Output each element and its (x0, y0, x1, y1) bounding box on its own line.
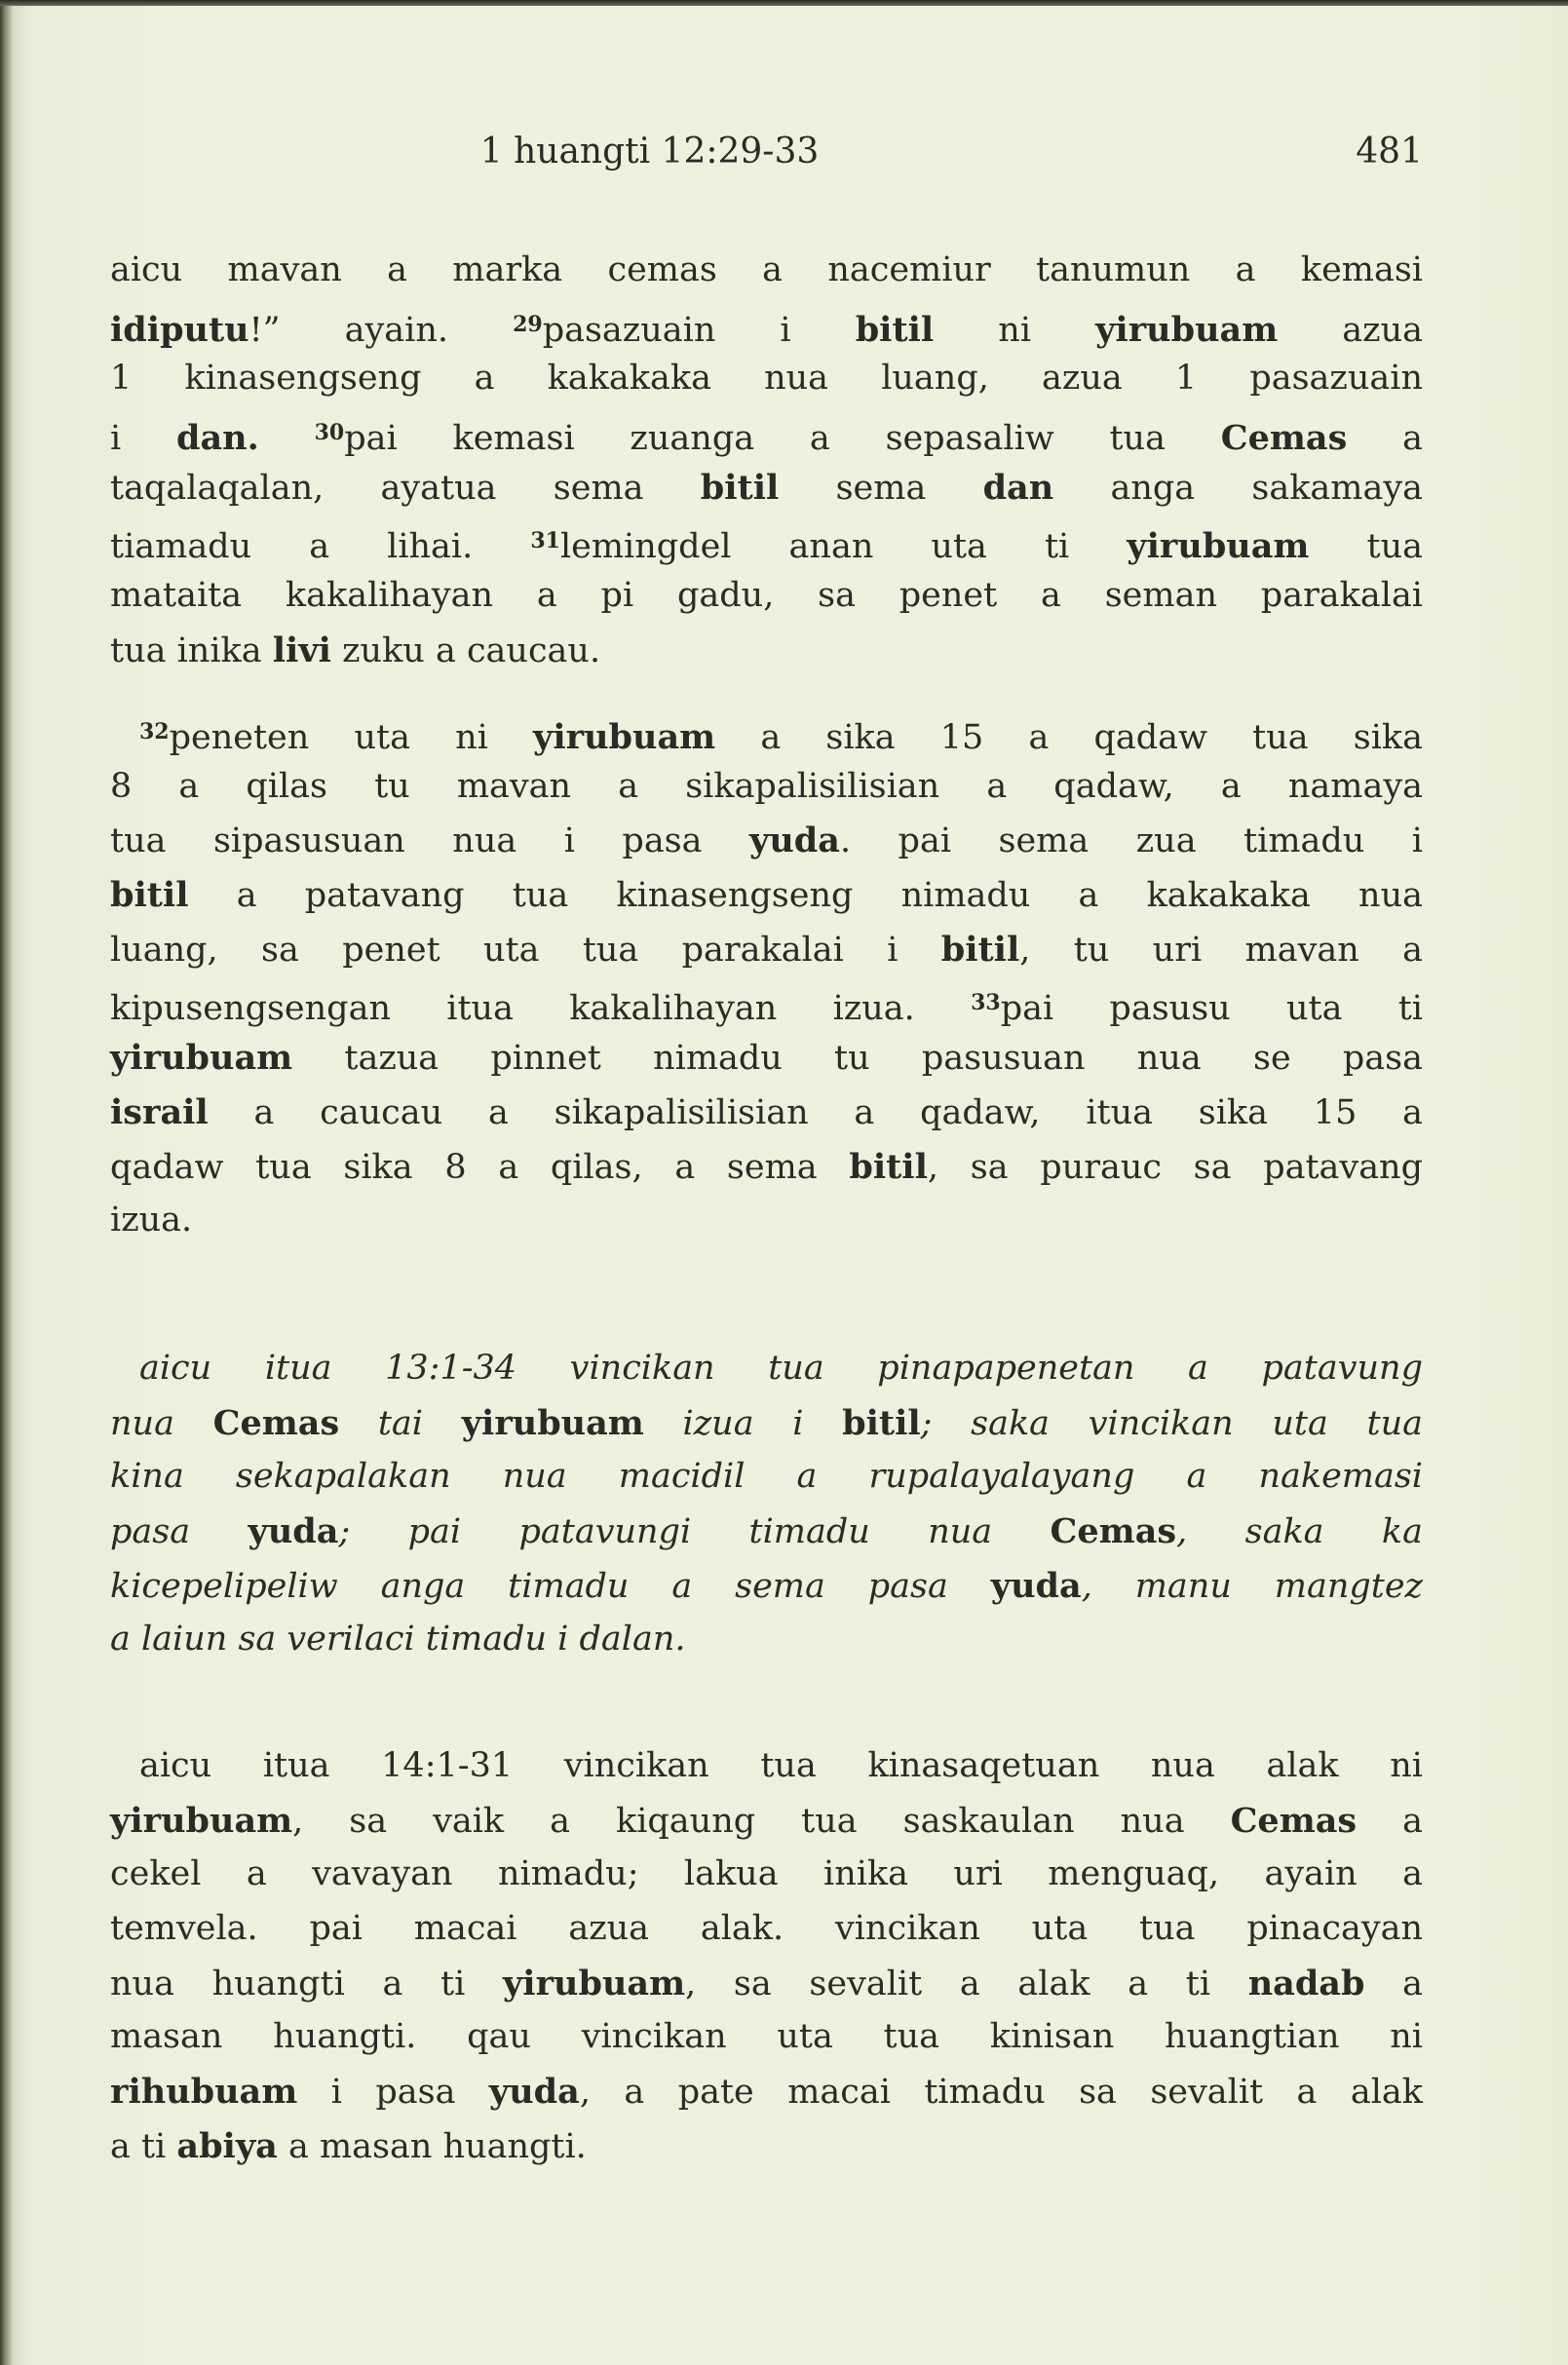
text-run: a (1347, 419, 1423, 459)
text-run: kipusengsengan itua kakalihayan izua. (110, 989, 972, 1029)
bold-name: dan. (176, 418, 259, 459)
text-run: kina sekapalakan nua macidil a rupalayalayang a nakemasi (110, 1457, 1423, 1497)
text-line (110, 1848, 1423, 1902)
text-run: !” ayain. (249, 310, 514, 350)
page-number: 481 (1356, 132, 1423, 172)
bold-name: yirubuam (1127, 526, 1310, 567)
text-line (110, 1794, 1423, 1849)
text-run: aicu itua 13:1-34 vincikan tua pinapapenetan a patavung (139, 1349, 1423, 1388)
text-line (110, 814, 1423, 868)
bold-name: bitil (849, 1146, 928, 1187)
text-line (110, 406, 1423, 461)
verse-number: 32 (139, 719, 170, 744)
bold-name: yirubuam (502, 1963, 686, 2003)
verse-number: 30 (314, 420, 345, 446)
text-run: mataita kakalihayan a pi gadu, sa penet a seman parakalai (110, 576, 1423, 616)
verse-paragraph (110, 706, 1423, 1248)
text-run: a laiun sa verilaci timadu i dalan. (110, 1620, 686, 1659)
text-run: zuku a caucau. (330, 630, 601, 670)
verse-number: 29 (513, 311, 543, 337)
text-line (110, 706, 1423, 760)
text-run: pasazuain i (542, 310, 856, 350)
text-line (110, 923, 1423, 977)
text-run: pai kemasi zuanga a sepasaliw tua (344, 419, 1221, 459)
bold-name: nadab (1247, 1963, 1365, 2003)
text-run: a masan huangti. (277, 2126, 587, 2166)
bold-name: yuda (990, 1565, 1082, 1606)
page-top-edge (0, 0, 1568, 6)
text-run: , tu uri mavan a (1019, 930, 1423, 970)
text-run: tua inika (110, 630, 273, 670)
text-run: pai pasusu uta ti (1000, 989, 1423, 1029)
text-run: , manu mangtez (1081, 1566, 1423, 1606)
bold-name: yuda (488, 2072, 580, 2113)
text-run: ni (934, 310, 1096, 350)
text-line (110, 624, 1423, 678)
text-run: luang, sa penet uta tua parakalai i (110, 930, 941, 970)
text-run: qadaw tua sika 8 a qilas, a sema (110, 1147, 850, 1187)
text-run: a sika 15 a qadaw tua sika (715, 718, 1423, 757)
text-run: tua sipasusuan nua i pasa (110, 821, 749, 861)
bold-name: Cemas (1050, 1511, 1177, 1552)
chapter-summary-italic (110, 1342, 1423, 1667)
text-line (110, 244, 1423, 298)
text-line (110, 1613, 1423, 1667)
text-run: anga sakamaya (1053, 468, 1423, 508)
bold-name: bitil (700, 467, 780, 508)
text-run: azua (1278, 310, 1424, 350)
verse-number: 31 (530, 528, 560, 554)
text-run: peneten uta ni (169, 718, 534, 757)
bold-name: bitil (855, 309, 935, 350)
bold-name: dan (982, 467, 1054, 508)
bold-name: yirubuam (110, 1038, 293, 1079)
text-run: tai (339, 1403, 462, 1443)
bold-name: yirubuam (110, 1800, 293, 1841)
text-run: , saka ka (1176, 1512, 1423, 1552)
bold-name: yuda (248, 1511, 339, 1552)
verse-paragraph (110, 244, 1423, 678)
text-run: tua (1309, 527, 1423, 567)
text-run: i pasa (297, 2073, 489, 2113)
text-run: aicu itua 14:1-31 vincikan tua kinasaqetuan nua alak ni (139, 1746, 1423, 1785)
text-line (110, 760, 1423, 815)
text-run: taqalaqalan, ayatua sema (110, 468, 701, 508)
text-run: aicu mavan a marka cemas a nacemiur tanumun a kemasi (110, 250, 1423, 289)
text-line (110, 976, 1423, 1031)
bold-name: Cemas (1220, 418, 1348, 459)
text-run: a patavang tua kinasengseng nimadu a kakakaka nua (188, 876, 1423, 916)
text-run: tazua pinnet nimadu tu pasusuan nua se pasa (292, 1039, 1423, 1079)
text-line (110, 461, 1423, 515)
text-line (110, 1086, 1423, 1140)
bold-name: yirubuam (1095, 309, 1279, 350)
text-run: izua i (643, 1403, 843, 1443)
text-run: izua. (110, 1201, 193, 1240)
bold-name: yuda (749, 820, 840, 861)
bold-name: bitil (842, 1402, 921, 1443)
bold-name: israil (110, 1091, 209, 1132)
running-header (110, 132, 1423, 185)
text-run: ; saka vincikan uta tua (920, 1403, 1423, 1443)
text-line (110, 1140, 1423, 1195)
text-run: a ti (110, 2126, 177, 2166)
text-run: pasa (110, 1512, 249, 1552)
text-run: a (1364, 1964, 1423, 2003)
text-run: 1 kinasengseng a kakakaka nua luang, azua 1 pasazuain (110, 359, 1423, 399)
text-run (259, 419, 315, 458)
verse-number: 33 (971, 990, 1001, 1016)
text-line (110, 1902, 1423, 1957)
text-run: temvela. pai macai azua alak. vincikan uta tua pinacayan (110, 1909, 1423, 1949)
text-line (110, 1505, 1423, 1559)
text-line (110, 2119, 1423, 2174)
text-run: kicepelipeliw anga timadu a sema pasa (110, 1566, 991, 1606)
text-line (110, 515, 1423, 569)
bold-name: yirubuam (533, 717, 716, 757)
text-line (110, 868, 1423, 923)
text-run: a caucau a sikapalisilisian a qadaw, itua sika 15 a (208, 1092, 1423, 1132)
text-run: , sa sevalit a alak a ti (685, 1964, 1248, 2003)
text-run: tiamadu a lihai. (110, 527, 531, 567)
text-line (110, 1450, 1423, 1505)
text-run: masan huangti. qau vincikan uta tua kinisan huangtian ni (110, 2017, 1423, 2057)
chapter-reference: 1 huangti 12:29-33 (479, 132, 820, 172)
text-line (110, 569, 1423, 624)
text-run: , sa purauc sa patavang (927, 1147, 1424, 1187)
text-run: nua (110, 1403, 213, 1443)
text-run: a (1357, 1801, 1423, 1841)
bold-name: idiputu (110, 309, 249, 350)
text-line (110, 1396, 1423, 1451)
bold-name: bitil (110, 875, 189, 916)
text-run: 8 a qilas tu mavan a sikapalisilisian a qadaw, a namaya (110, 766, 1423, 806)
text-run: i (110, 419, 176, 459)
bold-name: yirubuam (461, 1402, 644, 1443)
text-run: , a pate macai timadu sa sevalit a alak (579, 2073, 1423, 2113)
bold-name: rihubuam (110, 2072, 298, 2113)
text-line (110, 352, 1423, 406)
bold-name: livi (272, 629, 331, 670)
text-line (110, 1031, 1423, 1086)
text-line (110, 298, 1423, 353)
bold-name: Cemas (212, 1402, 340, 1443)
text-run: ; pai patavungi timadu nua (338, 1512, 1051, 1552)
bold-name: Cemas (1230, 1800, 1358, 1841)
text-line (110, 2065, 1423, 2119)
text-run: nua huangti a ti (110, 1964, 503, 2003)
text-line (110, 1559, 1423, 1614)
text-line (110, 1342, 1423, 1396)
text-line (110, 1739, 1423, 1794)
bold-name: abiya (176, 2125, 278, 2166)
text-run: lemingdel anan uta ti (559, 527, 1128, 567)
text-run: cekel a vavayan nimadu; lakua inika uri menguaq, ayain a (110, 1854, 1423, 1894)
text-line (110, 2010, 1423, 2065)
text-line (110, 1957, 1423, 2011)
chapter-summary (110, 1739, 1423, 2174)
text-run: sema (779, 468, 983, 508)
text-run: . pai sema zua timadu i (839, 821, 1424, 861)
bold-name: bitil (940, 929, 1020, 970)
text-run: , sa vaik a kiqaung tua saskaulan nua (292, 1801, 1231, 1841)
text-line (110, 1194, 1423, 1248)
